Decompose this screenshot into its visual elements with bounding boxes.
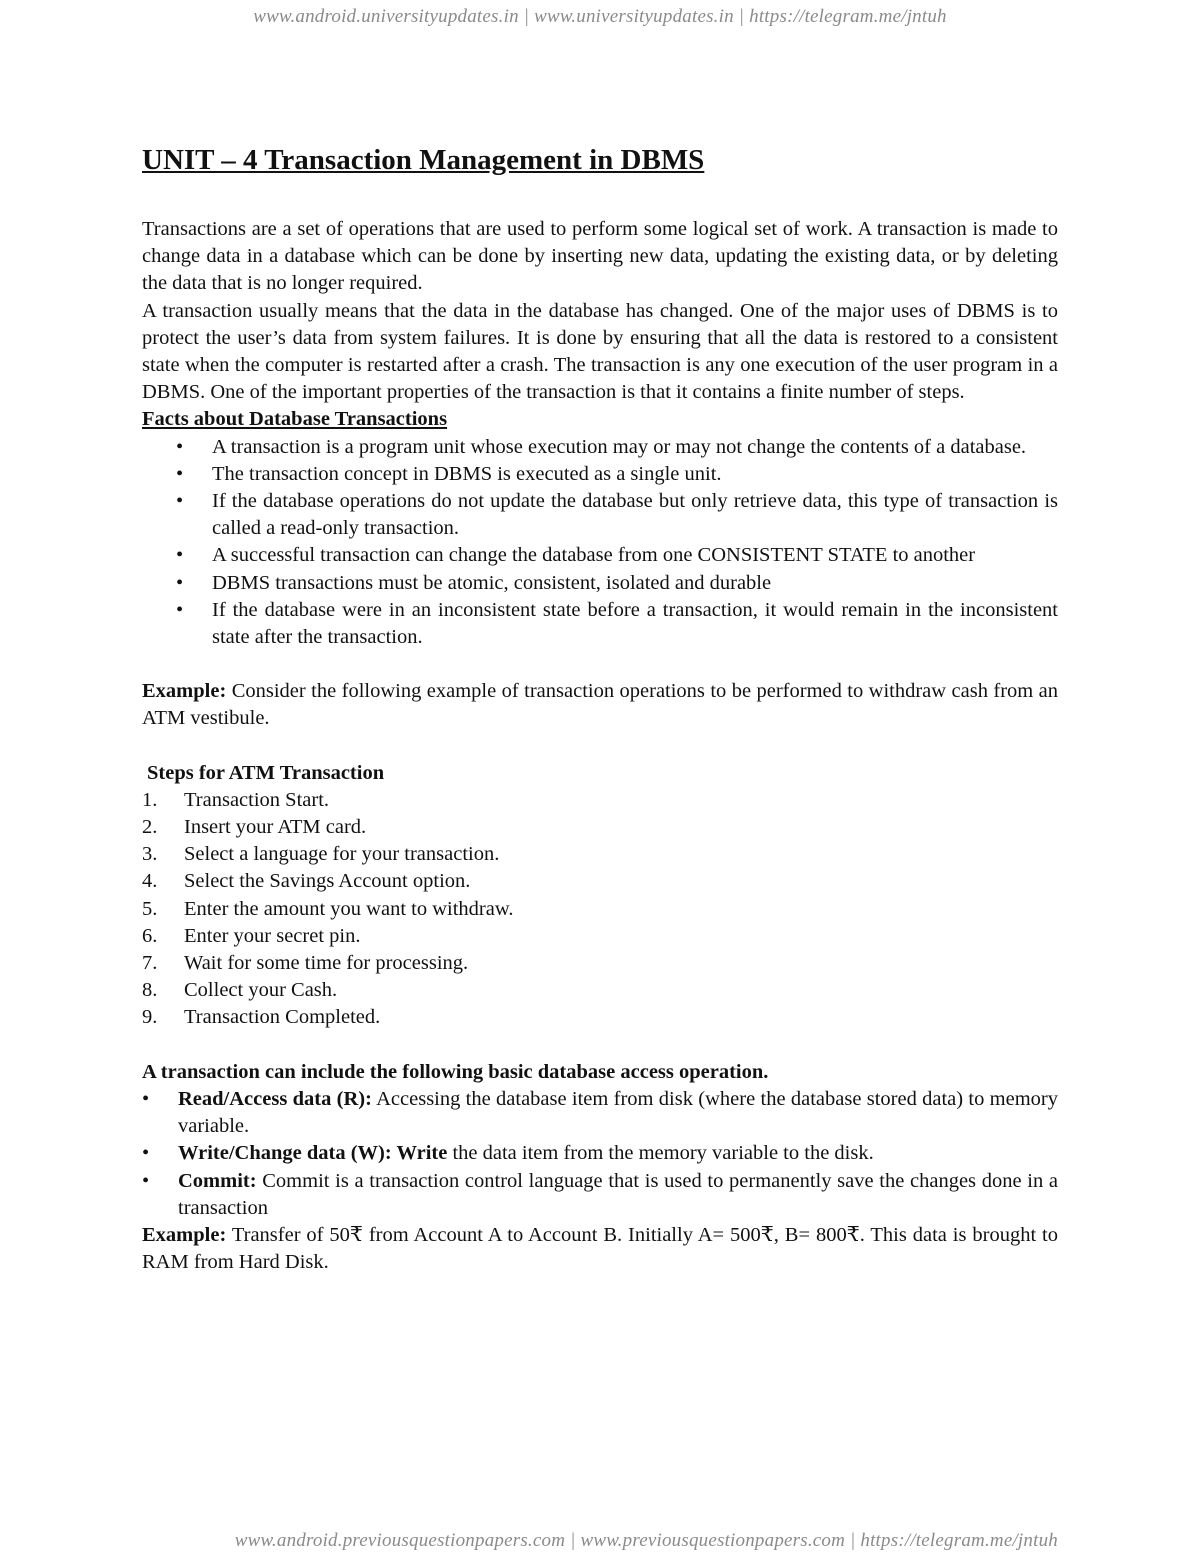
operation-text: Accessing the database item from disk (where the database stored data) to memory variable. — [178, 1087, 1058, 1138]
intro-paragraph-2: A transaction usually means that the data in the database has changed. One of the major uses of DBMS is to protect the user’s data from system failures. It is done by ensuring that all the data is restored to a consistent state when the computer is restarted after a crash. The transaction is any one execution of the user program in a DBMS. One of the important properties of the transaction is that it contains a finite number of steps. — [142, 299, 1058, 404]
example-text: Consider the following example of transaction operations to be performed to withdraw cash from an ATM vestibule. — [142, 680, 1058, 730]
list-item — [142, 814, 1058, 841]
operation-text: the data item from the memory variable to the disk. — [447, 1142, 874, 1165]
document-body — [142, 140, 1058, 1276]
step-text: Wait for some time for processing. — [184, 952, 469, 975]
header-url: www.android.universityupdates.in | www.universityupdates.in | https://telegram.me/jntuh — [253, 6, 947, 27]
step-number: 8. — [142, 979, 158, 1002]
example-atm — [142, 678, 1058, 732]
intro-paragraph-1: Transactions are a set of operations that are used to perform some logical set of work. A transaction is made to change data in a database which can be done by inserting new data, updating the existing data, or by deleting the data that is no longer required. — [142, 218, 1058, 295]
operation-label: Read/Access data (R): — [178, 1087, 372, 1110]
list-item: • A transaction is a program unit whose execution may or may not change the contents of a database. — [212, 434, 1058, 461]
steps-list — [142, 787, 1058, 1032]
list-item: • The transaction concept in DBMS is executed as a single unit. — [212, 461, 1058, 488]
list-item: • A successful transaction can change the database from one CONSISTENT STATE to another — [212, 542, 1058, 569]
step-text: Enter the amount you want to withdraw. — [184, 897, 514, 920]
step-number: 7. — [142, 952, 158, 975]
footer-url: www.android.previousquestionpapers.com | www.previousquestionpapers.com | https://telegram.me/jntuh — [234, 1530, 1058, 1551]
step-number: 1. — [142, 788, 158, 811]
operation-text: Commit is a transaction control language that is used to permanently save the changes done in a transaction — [178, 1169, 1058, 1219]
step-number: 2. — [142, 816, 158, 839]
step-text: Collect your Cash. — [184, 979, 338, 1002]
step-text: Select the Savings Account option. — [184, 870, 471, 893]
list-item — [178, 1086, 1058, 1140]
facts-list — [142, 434, 1058, 652]
step-text: Insert your ATM card. — [184, 816, 367, 839]
steps-heading: Steps for ATM Transaction — [147, 761, 385, 784]
step-text: Transaction Completed. — [184, 1006, 381, 1029]
list-item — [178, 1168, 1058, 1222]
example-text: Transfer of 50₹ from Account A to Account B. Initially A= 500₹, B= 800₹. This data is brought to RAM from Hard Disk. — [142, 1223, 1058, 1274]
list-item: • If the database were in an inconsistent state before a transaction, it would remain in the inconsistent state after the transaction. — [212, 597, 1058, 651]
step-text: Transaction Start. — [184, 788, 330, 811]
operation-label: Commit: — [178, 1169, 257, 1192]
list-item — [142, 923, 1058, 950]
list-item — [142, 950, 1058, 977]
list-item — [142, 896, 1058, 923]
step-number: 6. — [142, 924, 158, 947]
list-item — [142, 868, 1058, 895]
list-item — [142, 977, 1058, 1004]
step-number: 9. — [142, 1006, 158, 1029]
operation-label: Write/Change data (W): Write — [178, 1142, 448, 1165]
operations-list — [142, 1086, 1058, 1222]
list-item — [142, 787, 1058, 814]
list-item: • If the database operations do not update the database but only retrieve data, this type of transaction is called a read-only transaction. — [212, 488, 1058, 542]
list-item — [178, 1140, 1058, 1167]
step-text: Enter your secret pin. — [184, 924, 361, 947]
facts-heading: Facts about Database Transactions — [142, 408, 448, 431]
step-number: 3. — [142, 843, 158, 866]
list-item: • DBMS transactions must be atomic, consistent, isolated and durable — [212, 570, 1058, 597]
operations-heading: A transaction can include the following basic database access operation. — [142, 1060, 769, 1083]
list-item — [142, 1004, 1058, 1031]
example-label: Example: — [142, 680, 227, 703]
step-number: 4. — [142, 870, 158, 893]
list-item — [142, 841, 1058, 868]
step-text: Select a language for your transaction. — [184, 843, 500, 866]
example-transfer — [142, 1222, 1058, 1276]
example-label: Example: — [142, 1223, 227, 1246]
step-number: 5. — [142, 897, 158, 920]
page-title: UNIT – 4 Transaction Management in DBMS — [142, 144, 705, 176]
